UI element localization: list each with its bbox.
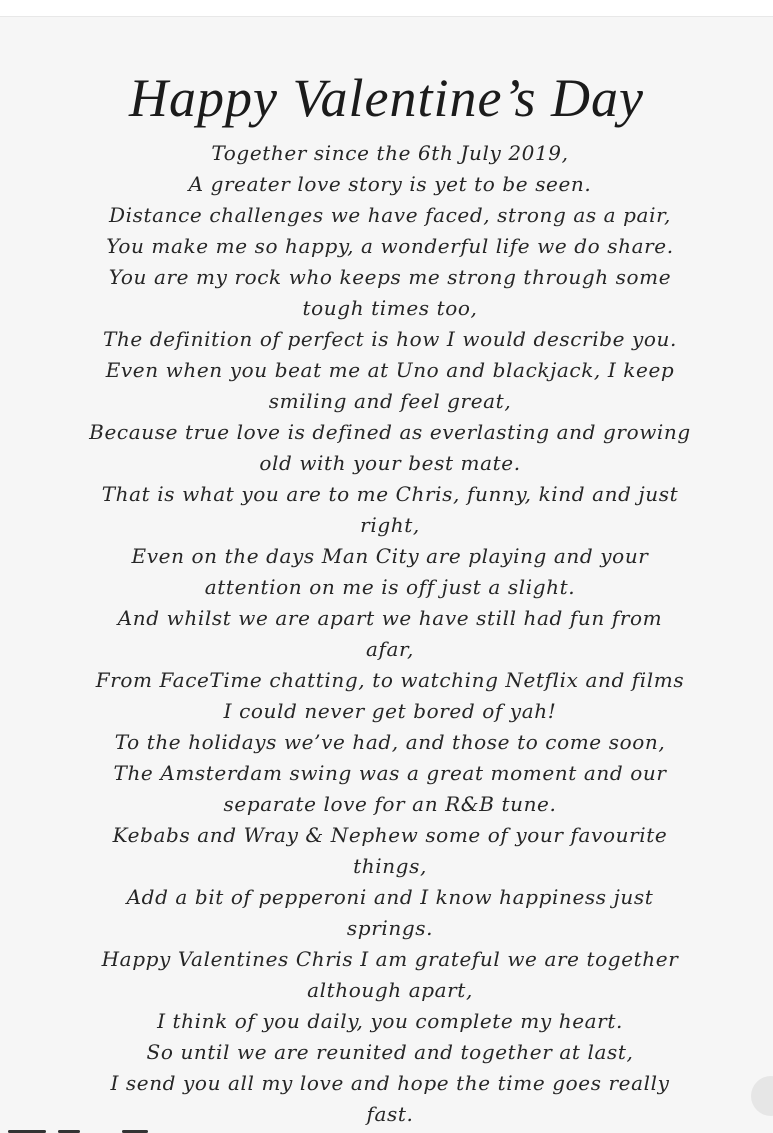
poem-line: Together since the 6th July 2019, bbox=[211, 141, 569, 165]
poem-line: things, bbox=[353, 854, 427, 878]
poem-line: Kebabs and Wray & Nephew some of your favourite bbox=[112, 823, 668, 847]
poem-line: That is what you are to me Chris, funny, kind and just bbox=[101, 482, 679, 506]
cropped-text-fragment bbox=[0, 1120, 200, 1133]
poem-line: old with your best mate. bbox=[259, 451, 521, 475]
poem-line: Add a bit of pepperoni and I know happiness just bbox=[126, 885, 654, 909]
poem-line: smiling and feel great, bbox=[268, 389, 512, 413]
poem-line: Happy Valentines Chris I am grateful we are together bbox=[101, 947, 679, 971]
poem-line: The definition of perfect is how I would describe you. bbox=[103, 327, 677, 351]
top-edge bbox=[0, 0, 773, 17]
poem-line: And whilst we are apart we have still had fun from bbox=[117, 606, 663, 630]
poem-line: springs. bbox=[346, 916, 434, 940]
poem-line: The Amsterdam swing was a great moment and our bbox=[113, 761, 667, 785]
poem-line: A greater love story is yet to be seen. bbox=[188, 172, 592, 196]
poem-line: I send you all my love and hope the time goes really bbox=[110, 1071, 670, 1095]
poem-line: tough times too, bbox=[302, 296, 478, 320]
poem-line: Even on the days Man City are playing and your bbox=[131, 544, 649, 568]
poem-line: although apart, bbox=[307, 978, 473, 1002]
poem-line: From FaceTime chatting, to watching Netflix and films bbox=[95, 668, 685, 692]
poem-body bbox=[70, 138, 710, 1130]
poem-line: afar, bbox=[366, 637, 414, 661]
poem-line: attention on me is off just a slight. bbox=[204, 575, 576, 599]
poem-line: You make me so happy, a wonderful life we do share. bbox=[106, 234, 674, 258]
poem-line: I could never get bored of yah! bbox=[223, 699, 557, 723]
poem-line: Because true love is defined as everlasting and growing bbox=[89, 420, 691, 444]
scroll-indicator[interactable] bbox=[751, 1076, 773, 1116]
poem-line: You are my rock who keeps me strong through some bbox=[108, 265, 672, 289]
poem-line: right, bbox=[360, 513, 420, 537]
poem-line: fast. bbox=[366, 1102, 414, 1126]
poem-line: So until we are reunited and together at last, bbox=[146, 1040, 634, 1064]
poem-line: Distance challenges we have faced, strong as a pair, bbox=[108, 203, 671, 227]
poem-line: separate love for an R&B tune. bbox=[223, 792, 557, 816]
poem-line: To the holidays we’ve had, and those to come soon, bbox=[114, 730, 666, 754]
poem-line: I think of you daily, you complete my heart. bbox=[157, 1009, 623, 1033]
poem-title: Happy Valentine’s Day bbox=[129, 68, 644, 128]
poem-line: Even when you beat me at Uno and blackjack, I keep bbox=[105, 358, 675, 382]
